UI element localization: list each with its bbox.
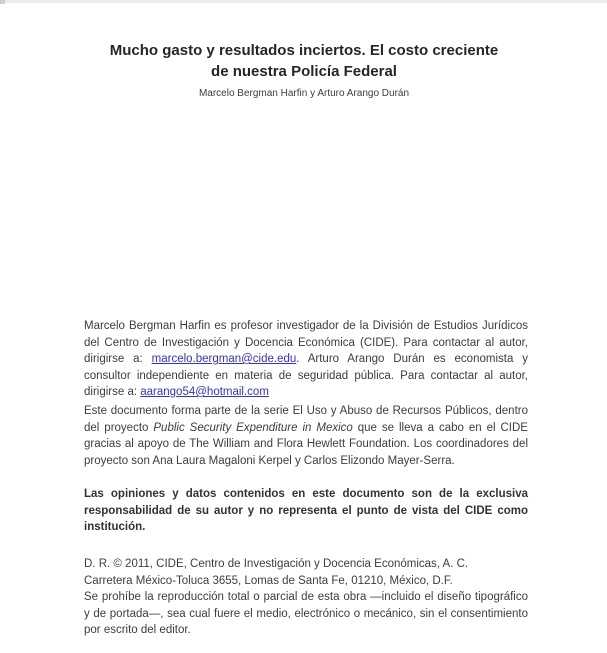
series-text-1: Este documento forma parte de la serie El Uso y Abuso de Recursos Públicos, dentro del proyecto: [84, 405, 528, 434]
series-note-paragraph: [84, 403, 528, 469]
authors-line: Marcelo Bergman Harfin y Arturo Arango Durán: [198, 88, 410, 99]
bio-text-1: Marcelo Bergman Harfin es profesor investigador de la División de Estudios Jurídicos del Centro de Investigación y Docencia Económica (CIDE). Para contactar al autor, dirigirse a:: [84, 320, 528, 365]
page-top-corner-mark: [0, 0, 5, 4]
page-top-edge-strip: [0, 0, 607, 3]
copyright-line-2: Carretera México-Toluca 3655, Lomas de Santa Fe, 01210, México, D.F.: [84, 574, 453, 587]
paper-title: [82, 40, 526, 82]
email-link-arango[interactable]: aarango54@hotmail.com: [140, 386, 269, 398]
copyright-line-3: Se prohíbe la reproducción total o parcial de esta obra —incluido el diseño tipográfico y de portada—, sea cual fuere el medio, electrónico o mecánico, sin el consentimiento por escrito del editor.: [84, 591, 528, 636]
author-bio-paragraph: [84, 318, 528, 401]
project-title-italic: Public Security Expenditure in Mexico: [153, 421, 353, 434]
copyright-line-1: D. R. © 2011, CIDE, Centro de Investigación y Docencia Económicas, A. C.: [84, 558, 469, 570]
copyright-block: [84, 556, 528, 639]
series-text-2: que se lleva a cabo en el CIDE gracias al apoyo de The William and Flora Hewlett Foundation. Los coordinadores del proyecto son Ana Laura Magaloni Kerpel y Carlos Elizondo Mayer-Serra.: [84, 421, 528, 467]
bio-text-2: . Arturo Arango Durán es economista y consultor independiente en materia de seguridad pública. Para contactar al autor, dirigirse a:: [84, 353, 528, 398]
paper-title-line-2: de nuestra Policía Federal: [211, 63, 397, 80]
email-link-bergman[interactable]: marcelo.bergman@cide.edu: [151, 353, 297, 365]
disclaimer-paragraph: Las opiniones y datos contenidos en este documento son de la exclusiva responsabilidad de su autor y no representa el punto de vista del CIDE como institución.: [84, 488, 528, 533]
paper-title-line-1: Mucho gasto y resultados inciertos. El costo creciente: [109, 42, 499, 59]
